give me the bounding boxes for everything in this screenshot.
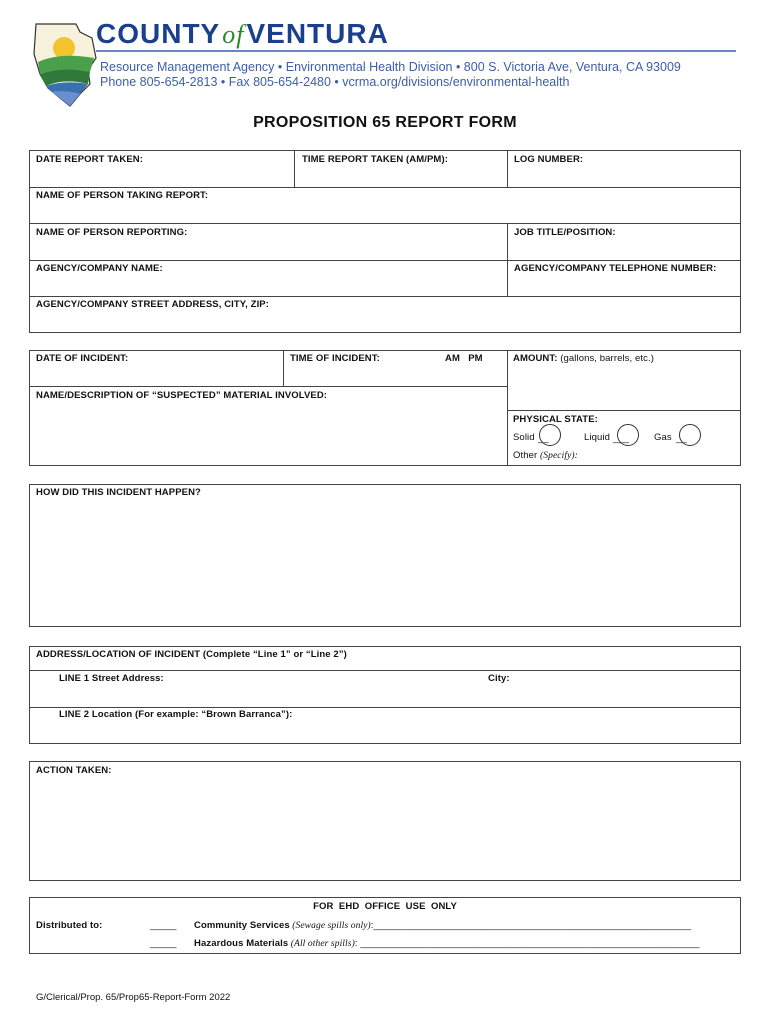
material-description-field[interactable]: NAME/DESCRIPTION OF “SUSPECTED” MATERIAL INVOLVED: [36,390,328,401]
agency-address-field[interactable]: AGENCY/COMPANY STREET ADDRESS, CITY, ZIP: [36,299,270,310]
how-happened-field[interactable]: HOW DID THIS INCIDENT HAPPEN? [36,487,201,498]
community-note: (Sewage spills only) [289,921,371,931]
community-line: :___________________________________________________________ [370,920,692,931]
liquid-blank: ___ [613,433,629,444]
footer-reference: G/Clerical/Prop. 65/Prop65-Report-Form 2022 [36,992,231,1003]
divider [507,350,508,466]
liquid-option-label: Liquid [584,432,610,443]
divider [29,187,741,188]
hazardous-materials-checkbox[interactable]: _____ [150,938,177,949]
county-of-ventura-logo [30,18,100,110]
solid-option-label: Solid [513,432,535,443]
time-of-incident-field[interactable]: TIME OF INCIDENT: [290,353,380,364]
header-address: Resource Management Agency • Environmental Health Division • 800 S. Victoria Ave, Ventura, CA 93009 [100,60,681,74]
divider [29,260,741,261]
county-title [96,18,389,50]
physical-state-label: PHYSICAL STATE: [513,414,598,425]
other-option-field[interactable] [513,450,578,461]
divider [29,707,741,708]
amount-label: AMOUNT: [513,353,558,364]
log-number-field[interactable]: LOG NUMBER: [514,154,584,165]
am-pm-option[interactable]: AM PM [445,353,483,364]
ventura-word: VENTURA [246,18,389,49]
location-section [29,646,741,744]
location-heading: ADDRESS/LOCATION OF INCIDENT (Complete “Line 1” or “Line 2”) [36,649,347,660]
gas-radio-circle[interactable] [679,424,701,446]
specify-label: (Specify): [540,451,578,461]
divider [283,350,284,386]
person-reporting-field[interactable]: NAME OF PERSON REPORTING: [36,227,188,238]
form-title: PROPOSITION 65 REPORT FORM [253,114,517,131]
how-happened-section [29,484,741,627]
person-taking-report-field[interactable]: NAME OF PERSON TAKING REPORT: [36,190,209,201]
hazmat-label: Hazardous Materials [194,938,289,949]
office-use-heading: FOR EHD OFFICE USE ONLY [313,901,457,912]
action-taken-section [29,761,741,881]
date-report-taken-field[interactable]: DATE REPORT TAKEN: [36,154,144,165]
street-address-field[interactable]: LINE 1 Street Address: [59,673,164,684]
hazmat-note: (All other spills) [288,939,355,949]
divider [507,223,508,296]
agency-phone-field[interactable]: AGENCY/COMPANY TELEPHONE NUMBER: [514,263,717,274]
divider [29,386,507,387]
time-report-taken-field[interactable]: TIME REPORT TAKEN (AM/PM): [302,154,448,165]
liquid-radio-circle[interactable] [617,424,639,446]
community-services-checkbox[interactable]: _____ [150,920,177,931]
hazardous-materials-field[interactable] [194,938,700,949]
incident-section [29,350,741,466]
solid-blank: __ [538,433,549,444]
header-contact: Phone 805-654-2813 • Fax 805-654-2480 • vcrma.org/divisions/environmental-health [100,75,570,89]
divider [294,150,295,187]
hazmat-line: : _______________________________________________________________ [354,938,700,949]
divider [29,223,741,224]
divider [507,150,508,187]
distributed-to-label: Distributed to: [36,920,103,931]
action-taken-field[interactable]: ACTION TAKEN: [36,765,112,776]
job-title-field[interactable]: JOB TITLE/POSITION: [514,227,616,238]
amount-field[interactable] [513,353,654,364]
date-of-incident-field[interactable]: DATE OF INCIDENT: [36,353,129,364]
other-label: Other [513,450,538,461]
city-field[interactable]: City: [488,673,510,684]
community-label: Community Services [194,920,290,931]
gas-option-label: Gas [654,432,672,443]
gas-blank: __ [676,433,687,444]
of-word: of [222,20,245,49]
divider [29,670,741,671]
divider [507,410,741,411]
header-rule [96,50,736,52]
agency-name-field[interactable]: AGENCY/COMPANY NAME: [36,263,163,274]
location-description-field[interactable]: LINE 2 Location (For example: “Brown Barranca”): [59,709,293,720]
amount-hint: (gallons, barrels, etc.) [557,353,654,364]
county-word: COUNTY [96,18,221,49]
community-services-field[interactable] [194,920,691,931]
divider [29,296,741,297]
solid-radio-circle[interactable] [539,424,561,446]
